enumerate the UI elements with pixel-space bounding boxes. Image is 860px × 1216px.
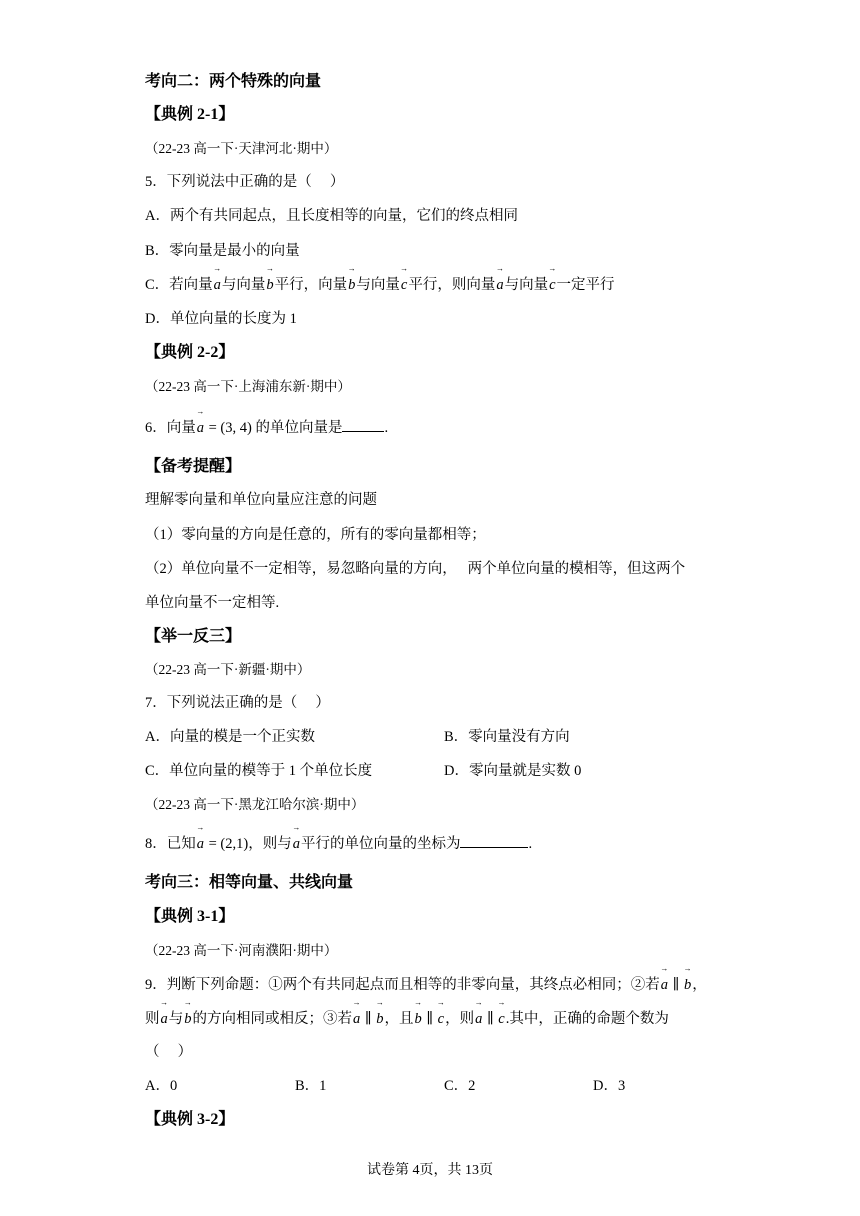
question-5-option-a: A．两个有共同起点，且长度相等的向量，它们的终点相同	[145, 208, 518, 224]
question-9-line-3: （ ）	[145, 1044, 193, 1060]
reminder-point-2-cont: 单位向量不一定相等.	[145, 595, 280, 611]
reminder-point-2: （2）单位向量不一定相等，易忽略向量的方向， 两个单位向量的模相等，但这两个	[145, 561, 686, 577]
question-7-option-a: A．向量的模是一个正实数	[145, 729, 315, 745]
practice-tag: 【举一反三】	[145, 628, 242, 645]
question-7-option-c: C．单位向量的模等于 1 个单位长度	[145, 763, 373, 779]
question-5-option-d: D．单位向量的长度为 1	[145, 311, 297, 327]
question-7-option-d: D．零向量就是实数 0	[444, 763, 582, 779]
example-3-1-source: （22-23 高一下·河南濮阳·期中）	[145, 943, 338, 958]
vector-a: → a	[660, 975, 669, 995]
vector-a: → a	[292, 834, 301, 854]
question-9-option-c: C．2	[444, 1078, 476, 1094]
example-2-1-tag: 【典例 2-1】	[145, 106, 235, 123]
answer-blank	[460, 833, 528, 848]
example-3-2-tag: 【典例 3-2】	[145, 1111, 235, 1128]
question-9-option-a: A．0	[145, 1078, 178, 1094]
question-6: 6．向量→ a = (3, 4) 的单位向量是 .	[145, 417, 388, 438]
vector-a: → a	[352, 1009, 361, 1029]
vector-b: → b	[413, 1009, 422, 1029]
vector-a: → a	[196, 418, 205, 438]
question-9-line-2: 则→ a与→ b的方向相同或相反；③若→ a ∥ → b，且→ b ∥ → c，则→ a ∥ → c.其中，正确的命题个数为	[145, 1009, 669, 1029]
section-3-title: 考向三：相等向量、共线向量	[145, 874, 354, 891]
question-9-option-b: B．1	[295, 1078, 327, 1094]
question-5: 5．下列说法中正确的是（ ）	[145, 174, 345, 190]
section-2-title: 考向二：两个特殊的向量	[145, 73, 322, 90]
vector-a: → a	[213, 275, 222, 295]
vector-b: → b	[683, 975, 692, 995]
example-3-1-tag: 【典例 3-1】	[145, 908, 235, 925]
question-8: 8．已知→ a = (2,1)，则与→ a平行的单位向量的坐标为 .	[145, 833, 532, 854]
question-9-line-1: 9．判断下列命题：①两个有共同起点而且相等的非零向量，其终点必相同；②若→ a ∥ → b，	[145, 975, 707, 995]
vector-b: → b	[347, 275, 356, 295]
vector-c: → c	[548, 275, 556, 295]
reminder-tag: 【备考提醒】	[145, 458, 242, 475]
vector-b: → b	[183, 1009, 192, 1029]
example-2-2-tag: 【典例 2-2】	[145, 344, 235, 361]
reminder-point-1: （1）零向量的方向是任意的，所有的零向量都相等；	[145, 527, 486, 543]
vector-a: → a	[495, 275, 504, 295]
question-9-option-d: D．3	[593, 1078, 626, 1094]
question-5-option-b: B．零向量是最小的向量	[145, 243, 300, 259]
question-7-option-b: B．零向量没有方向	[444, 729, 570, 745]
example-2-2-source: （22-23 高一下·上海浦东新·期中）	[145, 379, 351, 394]
vector-b: → b	[265, 275, 274, 295]
question-7: 7．下列说法正确的是（ ）	[145, 695, 330, 711]
vector-a: → a	[474, 1009, 483, 1029]
vector-c: → c	[400, 275, 408, 295]
question-5-option-c: C．若向量→ a与向量→ b平行，向量→ b与向量→ c平行，则向量→ a与向量→ c一定平行	[145, 275, 615, 295]
vector-a: → a	[160, 1009, 169, 1029]
vector-a: → a	[196, 834, 205, 854]
example-2-1-source: （22-23 高一下·天津河北·期中）	[145, 141, 338, 156]
vector-b: → b	[375, 1009, 384, 1029]
page-footer: 试卷第 4页，共 13页	[367, 1163, 493, 1178]
answer-blank	[342, 417, 384, 432]
practice-source-1: （22-23 高一下·新疆·期中）	[145, 662, 311, 677]
vector-c: → c	[497, 1009, 505, 1029]
reminder-intro: 理解零向量和单位向量应注意的问题	[145, 492, 377, 508]
vector-c: → c	[437, 1009, 445, 1029]
practice-source-2: （22-23 高一下·黑龙江哈尔滨·期中）	[145, 797, 365, 812]
